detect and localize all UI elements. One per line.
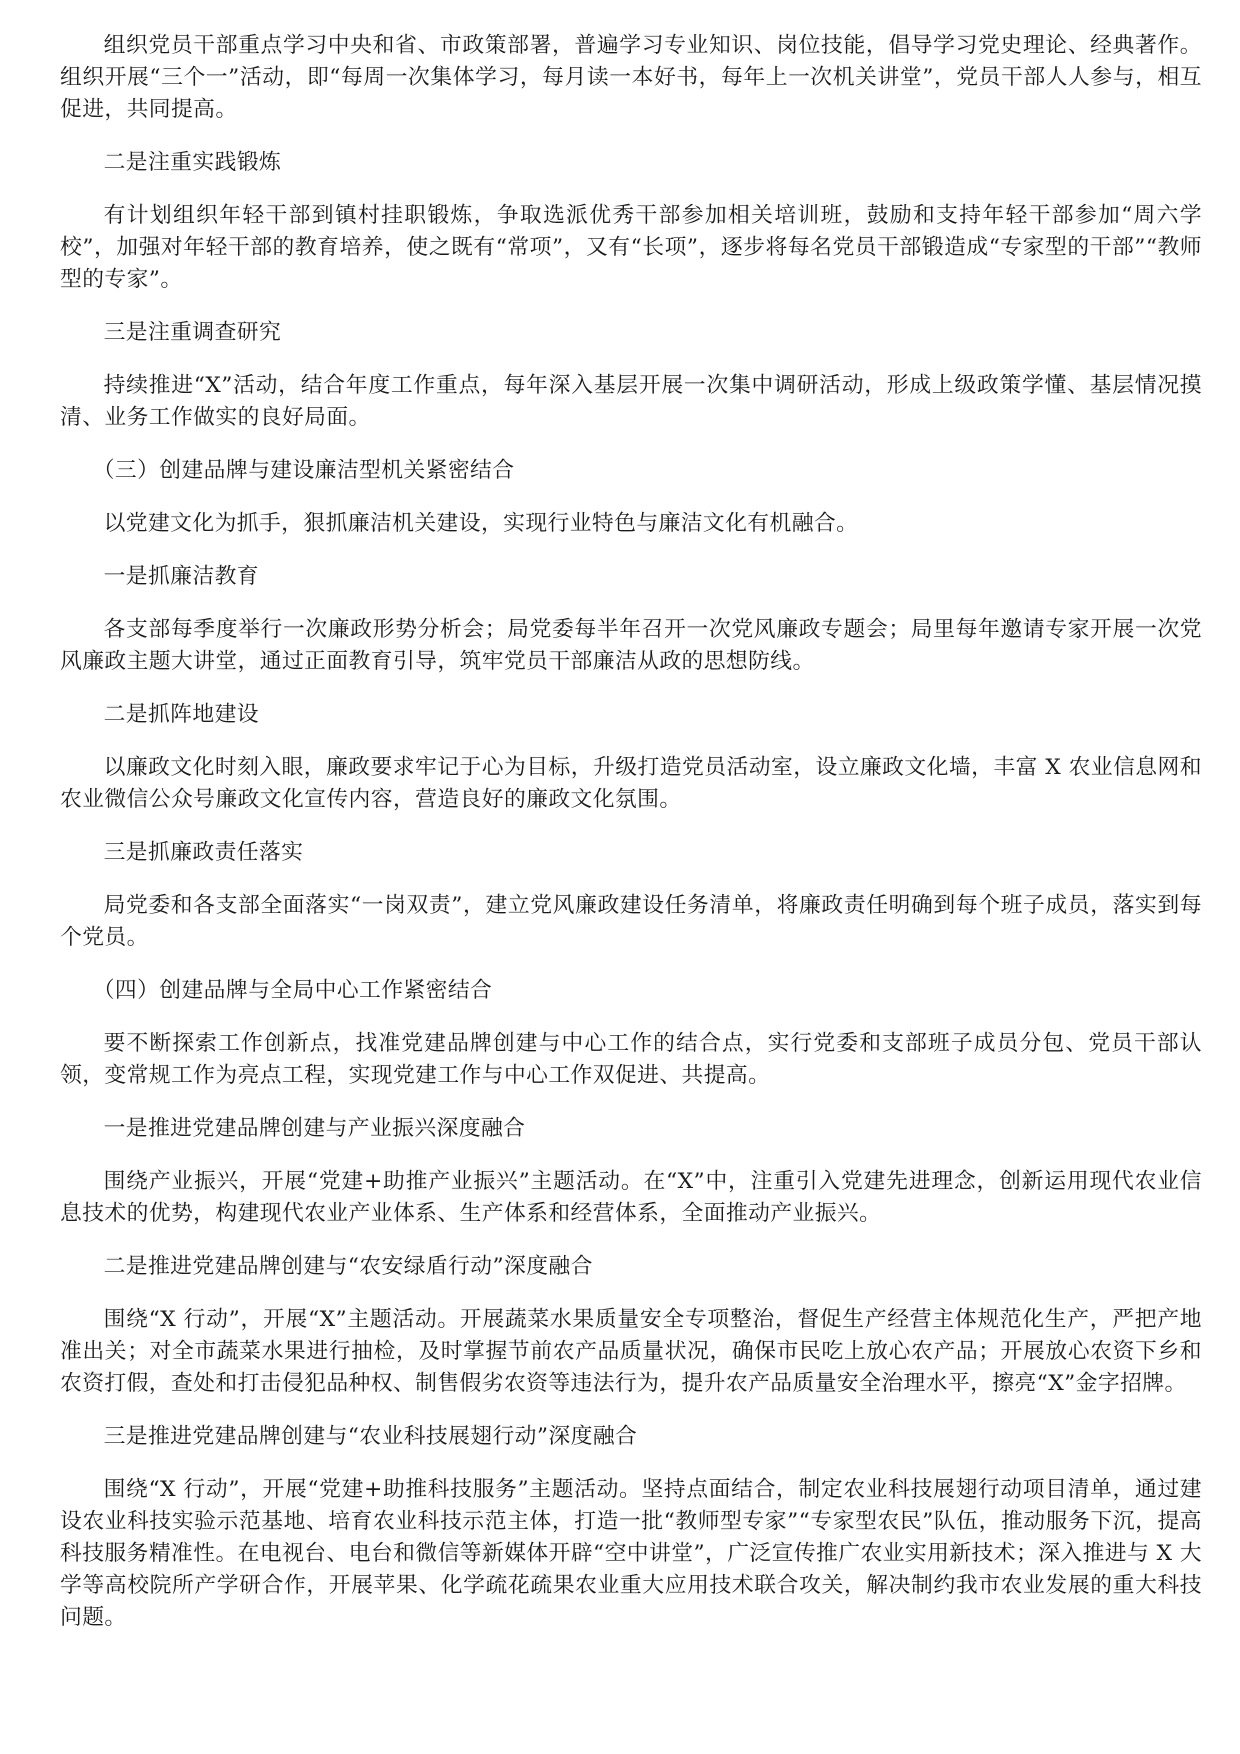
- paragraph-section-4-intro: 要不断探索工作创新点，找准党建品牌创建与中心工作的结合点，实行党委和支部班子成员分包、党员干部认领，变常规工作为亮点工程，实现党建工作与中心工作双促进、共提高。: [60, 1031, 1202, 1088]
- heading-responsibility: 三是抓廉政责任落实: [103, 840, 304, 865]
- paragraph-tech: 围绕“X 行动”，开展“党建+助推科技服务”主题活动。坚持点面结合，制定农业科技展翅行动项目清单，通过建设农业科技实验示范基地、培育农业科技示范主体，打造一批“教师型专家”“专家型农民”队伍，推动服务下沉，提高科技服务精准性。在电视台、电台和微信等新媒体开辟“空中讲堂”，广泛宣传推广农业实用新技术；深入推进与 X 大学等高校院所产学研合作，开展苹果、化学疏花疏果农业重大应用技术联合攻关，解决制约我市农业发展的重大科技问题。: [60, 1477, 1202, 1630]
- heading-tech: 三是推进党建品牌创建与“农业科技展翅行动”深度融合: [103, 1424, 638, 1449]
- paragraph-study: 组织党员干部重点学习中央和省、市政策部署，普遍学习专业知识、岗位技能，倡导学习党史理论、经典著作。组织开展“三个一”活动，即“每周一次集体学习，每月读一本好书，每年上一次机关讲堂”，党员干部人人参与，相互促进，共同提高。: [60, 33, 1202, 122]
- section-heading-3: （三）创建品牌与建设廉洁型机关紧密结合: [92, 458, 515, 483]
- paragraph-section-3-intro: 以党建文化为抓手，狠抓廉洁机关建设，实现行业特色与廉洁文化有机融合。: [103, 511, 859, 536]
- heading-integrity-education: 一是抓廉洁教育: [103, 564, 259, 589]
- paragraph-integrity-education: 各支部每季度举行一次廉政形势分析会；局党委每半年召开一次党风廉政专题会；局里每年邀请专家开展一次党风廉政主题大讲堂，通过正面教育引导，筑牢党员干部廉洁从政的思想防线。: [60, 617, 1202, 674]
- paragraph-research: 持续推进“X”活动，结合年度工作重点，每年深入基层开展一次集中调研活动，形成上级政策学懂、基层情况摸清、业务工作做实的良好局面。: [60, 373, 1202, 430]
- heading-green-shield: 二是推进党建品牌创建与“农安绿盾行动”深度融合: [103, 1254, 593, 1279]
- paragraph-practice: 有计划组织年轻干部到镇村挂职锻炼，争取选派优秀干部参加相关培训班，鼓励和支持年轻干部参加“周六学校”，加强对年轻干部的教育培养，使之既有“常项”，又有“长项”，逐步将每名党员干部锻造成“专家型的干部”“教师型的专家”。: [60, 203, 1202, 292]
- heading-practice: 二是注重实践锻炼: [103, 150, 282, 175]
- section-heading-4: （四）创建品牌与全局中心工作紧密结合: [92, 978, 493, 1003]
- heading-base-construction: 二是抓阵地建设: [103, 702, 259, 727]
- heading-research: 三是注重调查研究: [103, 320, 282, 345]
- paragraph-base-construction: 以廉政文化时刻入眼，廉政要求牢记于心为目标，升级打造党员活动室，设立廉政文化墙，丰富 X 农业信息网和农业微信公众号廉政文化宣传内容，营造良好的廉政文化氛围。: [60, 755, 1202, 812]
- paragraph-green-shield: 围绕“X 行动”，开展“X”主题活动。开展蔬菜水果质量安全专项整治，督促生产经营主体规范化生产，严把产地准出关；对全市蔬菜水果进行抽检，及时掌握节前农产品质量状况，确保市民吃上放心农产品；开展放心农资下乡和农资打假，查处和打击侵犯品种权、制售假劣农资等违法行为，提升农产品质量安全治理水平，擦亮“X”金字招牌。: [60, 1307, 1202, 1396]
- paragraph-industry: 围绕产业振兴，开展“党建+助推产业振兴”主题活动。在“X”中，注重引入党建先进理念，创新运用现代农业信息技术的优势，构建现代农业产业体系、生产体系和经营体系，全面推动产业振兴。: [60, 1169, 1202, 1226]
- document-page: [60, 30, 1202, 1655]
- heading-industry: 一是推进党建品牌创建与产业振兴深度融合: [103, 1116, 526, 1141]
- paragraph-responsibility: 局党委和各支部全面落实“一岗双责”，建立党风廉政建设任务清单，将廉政责任明确到每个班子成员，落实到每个党员。: [60, 893, 1202, 950]
